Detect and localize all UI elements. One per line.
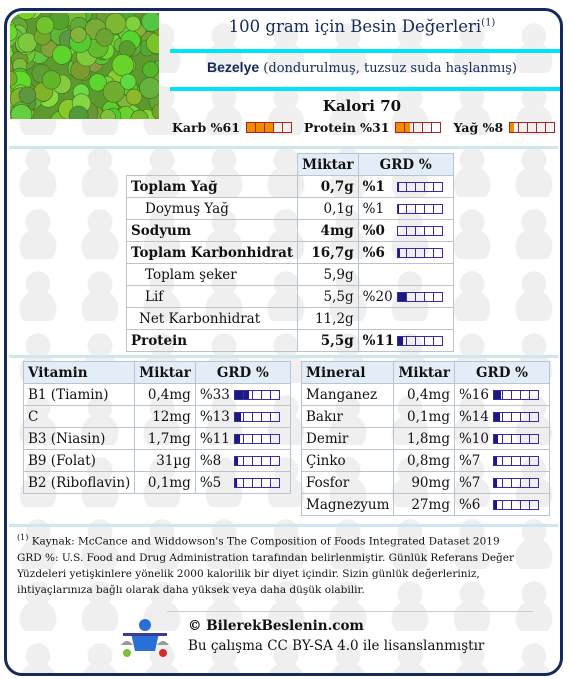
nutrient-amount: 0,7g xyxy=(298,176,359,198)
grd-bar xyxy=(397,336,443,346)
grd-value: %6 xyxy=(458,496,481,513)
table-row xyxy=(24,472,291,494)
section-divider xyxy=(9,524,558,527)
table-row xyxy=(302,406,550,428)
nutrient-amount: 0,4mg xyxy=(394,384,455,406)
grd-value: %1 xyxy=(362,178,385,195)
main-nutrient-table xyxy=(126,153,454,352)
grd-value: %13 xyxy=(199,408,230,425)
column-header-grd: GRD % xyxy=(454,362,549,384)
nutrient-name: Manganez xyxy=(302,384,394,406)
calorie-count: Kalori 70 xyxy=(322,97,402,115)
grd-value: %11 xyxy=(362,332,395,349)
column-header-amount: Miktar xyxy=(394,362,455,384)
nutrient-name: Toplam Yağ xyxy=(127,176,298,198)
nutrient-name: Net Karbonhidrat xyxy=(127,308,298,330)
grd-value: %10 xyxy=(458,430,489,447)
grd-note: GRD %: U.S. Food and Drug Administration tarafından belirlenmiştir. Günlük Referans Değer Yüzdeleri yetişkinlere yönelik 2000 kalorilik bir diyet içindir. Sizin günlük değerleriniz, ihtiyaçlarınıza bağlı olarak daha yüksek veya daha düşük olabilir. xyxy=(17,551,514,596)
nutrient-amount: 5,5g xyxy=(298,330,359,352)
nutrition-card xyxy=(4,8,563,676)
table-row xyxy=(302,428,550,450)
column-header-mineral: Mineral xyxy=(302,362,394,384)
grd-bar xyxy=(397,226,443,236)
nutrient-name: Lif xyxy=(127,286,298,308)
macro-label: Yağ %8 xyxy=(453,120,504,135)
food-name: Bezelye xyxy=(207,59,260,75)
table-row xyxy=(127,220,454,242)
license-text: Bu çalışma CC BY-SA 4.0 ile lisanslanmıştır xyxy=(188,638,485,654)
grd-bar xyxy=(397,182,443,192)
table-row xyxy=(127,242,454,264)
nutrient-name: Toplam şeker xyxy=(127,264,298,286)
title-text: 100 gram için Besin Değerleri xyxy=(228,17,482,36)
grd-bar xyxy=(397,204,443,214)
nutrient-grd xyxy=(454,450,549,472)
macro-bar xyxy=(509,122,555,133)
source-note xyxy=(17,530,552,550)
footnotes xyxy=(17,530,552,598)
nutrient-grd xyxy=(195,384,290,406)
nutrient-name: B2 (Riboflavin) xyxy=(24,472,135,494)
nutrient-amount: 5,5g xyxy=(298,286,359,308)
vitamin-table xyxy=(23,361,291,494)
title-divider xyxy=(170,49,560,53)
nutrient-amount: 11,2g xyxy=(298,308,359,330)
nutrient-name: C xyxy=(24,406,135,428)
nutrient-grd xyxy=(358,220,453,242)
nutrient-amount: 90mg xyxy=(394,472,455,494)
table-row xyxy=(302,472,550,494)
nutrient-amount: 4mg xyxy=(298,220,359,242)
grd-bar xyxy=(234,390,280,400)
nutrient-grd xyxy=(358,198,453,220)
grd-bar xyxy=(493,412,539,422)
nutrient-name: Doymuş Yağ xyxy=(127,198,298,220)
nutrient-name: Fosfor xyxy=(302,472,394,494)
table-row xyxy=(127,308,454,330)
column-header-grd: GRD % xyxy=(358,154,453,176)
grd-value: %5 xyxy=(199,474,222,491)
table-row xyxy=(302,450,550,472)
nutrient-name: Magnezyum xyxy=(302,494,394,516)
nutrient-name: Bakır xyxy=(302,406,394,428)
nutrient-amount: 5,9g xyxy=(298,264,359,286)
grd-value: %6 xyxy=(362,244,385,261)
nutrient-grd xyxy=(358,264,453,286)
nutrient-grd xyxy=(358,242,453,264)
food-divider xyxy=(170,87,560,91)
section-divider xyxy=(9,355,558,358)
nutrient-amount: 1,8mg xyxy=(394,428,455,450)
nutrient-grd xyxy=(358,330,453,352)
grd-bar xyxy=(234,456,280,466)
site-link[interactable]: © BilerekBeslenin.com xyxy=(188,618,364,634)
macro-label: Karb %61 xyxy=(172,120,240,135)
nutrient-grd xyxy=(454,406,549,428)
nutrient-grd xyxy=(195,472,290,494)
table-row xyxy=(127,264,454,286)
grd-bar xyxy=(234,478,280,488)
table-row xyxy=(24,384,291,406)
column-header-amount: Miktar xyxy=(135,362,196,384)
nutrient-amount: 31µg xyxy=(135,450,196,472)
nutrient-amount: 1,7mg xyxy=(135,428,196,450)
nutrient-amount: 12mg xyxy=(135,406,196,428)
nutrient-name: Çinko xyxy=(302,450,394,472)
macro-bar xyxy=(246,122,292,133)
grd-bar xyxy=(234,434,280,444)
table-row xyxy=(127,330,454,352)
grd-bar xyxy=(493,478,539,488)
page-title xyxy=(167,17,557,36)
column-header-grd: GRD % xyxy=(195,362,290,384)
food-description xyxy=(167,59,557,76)
nutrient-amount: 0,1mg xyxy=(135,472,196,494)
nutrient-amount: 27mg xyxy=(394,494,455,516)
grd-value: %7 xyxy=(458,452,481,469)
green-peas-photo xyxy=(10,13,159,119)
table-row xyxy=(302,494,550,516)
nutrient-amount: 0,4mg xyxy=(135,384,196,406)
grd-value: %8 xyxy=(199,452,222,469)
table-row xyxy=(24,406,291,428)
nutrient-grd xyxy=(454,472,549,494)
mineral-table xyxy=(301,361,550,516)
nutrient-amount: 0,1mg xyxy=(394,406,455,428)
nutrient-name: Protein xyxy=(127,330,298,352)
grd-value: %11 xyxy=(199,430,230,447)
macro-breakdown xyxy=(172,120,561,135)
macro-label: Protein %31 xyxy=(303,120,390,135)
source-footnote-ref: (1) xyxy=(17,533,29,542)
grd-value: %14 xyxy=(458,408,489,425)
grd-bar xyxy=(493,390,539,400)
grd-bar xyxy=(493,500,539,510)
table-row xyxy=(24,450,291,472)
nutrient-amount: 0,1g xyxy=(298,198,359,220)
nutrient-name: B9 (Folat) xyxy=(24,450,135,472)
grd-bar xyxy=(493,456,539,466)
grd-bar xyxy=(397,292,443,302)
nutrient-grd xyxy=(358,176,453,198)
site-logo xyxy=(117,615,173,661)
grd-bar xyxy=(397,248,443,258)
footer-divider xyxy=(167,611,533,612)
nutrient-name: Sodyum xyxy=(127,220,298,242)
nutrient-name: Toplam Karbonhidrat xyxy=(127,242,298,264)
nutrient-name: Demir xyxy=(302,428,394,450)
nutrient-grd xyxy=(195,450,290,472)
nutrient-grd xyxy=(358,308,453,330)
grd-value: %20 xyxy=(362,288,393,305)
nutrient-grd xyxy=(454,384,549,406)
table-row xyxy=(24,428,291,450)
grd-value: %33 xyxy=(199,386,230,403)
nutrient-grd xyxy=(454,494,549,516)
section-divider xyxy=(9,146,558,149)
source-text: Kaynak: McCance and Widdowson's The Composition of Foods Integrated Dataset 2019 xyxy=(31,535,500,548)
grd-value: %16 xyxy=(458,386,489,403)
grd-value: %1 xyxy=(362,200,385,217)
macro-bar xyxy=(395,122,441,133)
nutrient-grd xyxy=(358,286,453,308)
nutrient-grd xyxy=(195,428,290,450)
grd-value: %7 xyxy=(458,474,481,491)
column-header-amount: Miktar xyxy=(298,154,359,176)
food-preparation: (dondurulmuş, tuzsuz suda haşlanmış) xyxy=(263,61,517,76)
nutrient-amount: 16,7g xyxy=(298,242,359,264)
table-row xyxy=(127,286,454,308)
nutrient-name: B1 (Tiamin) xyxy=(24,384,135,406)
table-row xyxy=(127,176,454,198)
title-footnote-ref: (1) xyxy=(481,17,496,29)
nutrient-amount: 0,8mg xyxy=(394,450,455,472)
grd-bar xyxy=(234,412,280,422)
table-row xyxy=(127,198,454,220)
grd-bar xyxy=(493,434,539,444)
nutrient-grd xyxy=(195,406,290,428)
table-row xyxy=(302,384,550,406)
nutrient-grd xyxy=(454,428,549,450)
grd-value: %0 xyxy=(362,222,385,239)
nutrient-name: B3 (Niasin) xyxy=(24,428,135,450)
column-header-vitamin: Vitamin xyxy=(24,362,135,384)
